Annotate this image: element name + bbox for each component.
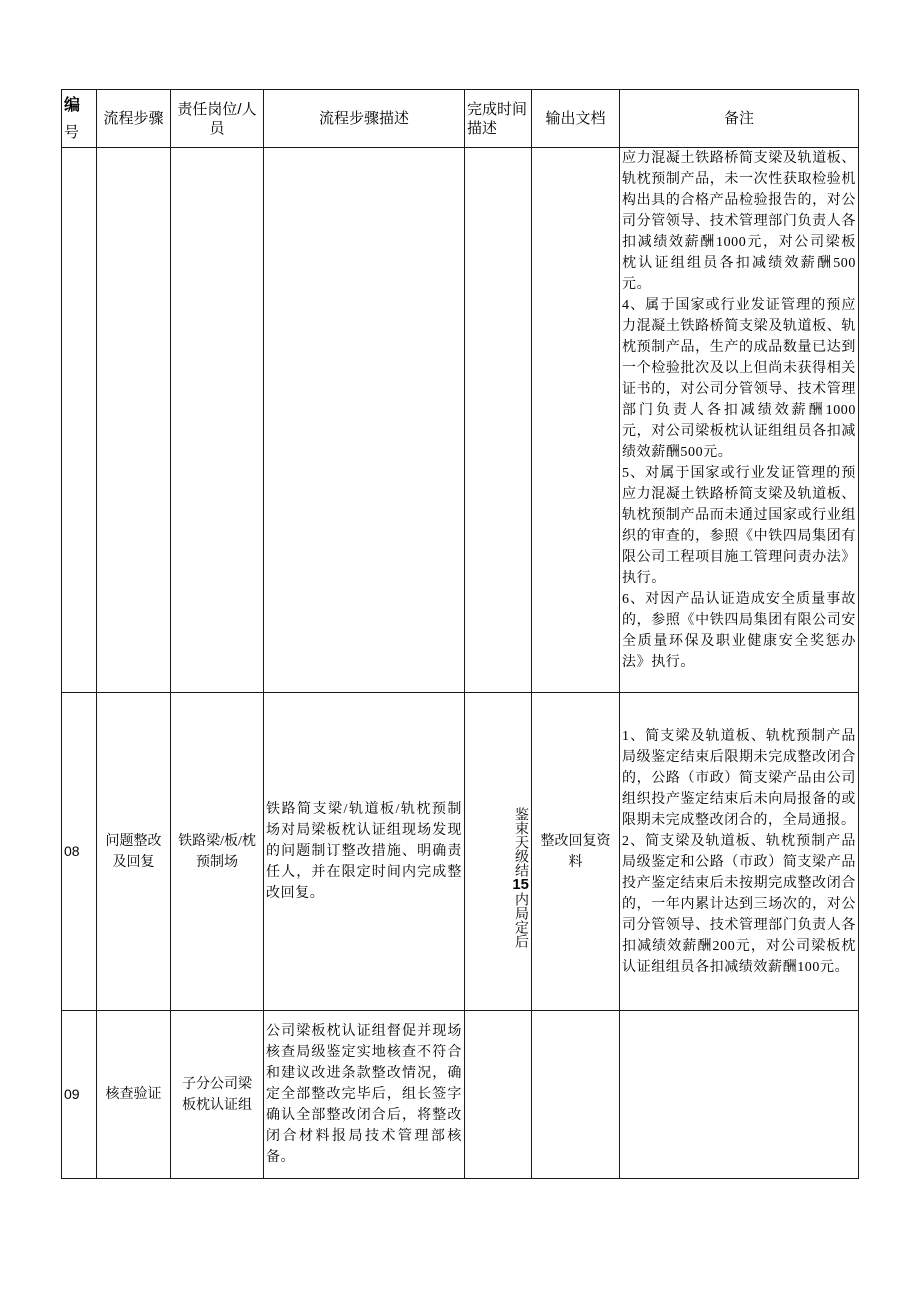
header-id — [62, 90, 97, 148]
remark-paragraph: 1、简支梁及轨道板、轨枕预制产品局级鉴定结束后限期未完成整改闭合的，公路（市政）简支梁产品由公司组织投产鉴定结束后未向局报备的或限期未完成整改闭合的，全局通报。 — [622, 728, 856, 828]
table-row — [62, 1011, 859, 1179]
process-table — [61, 89, 859, 1179]
cell-step: 问题整改及回复 — [97, 693, 171, 1011]
cell-remark — [620, 1011, 859, 1179]
remark-paragraph: 5、对属于国家或行业发证管理的预应力混凝土铁路桥简支梁及轨道板、轨枕预制产品而未通过国家或行业组织的审查的，参照《中铁四局集团有限公司工程项目施工管理问责办法》执行。 — [622, 466, 856, 586]
cell-step — [97, 148, 171, 693]
cell-output-document — [532, 1011, 620, 1179]
remark-paragraph: 6、对因产品认证造成安全质量事故的，参照《中铁四局集团有限公司安全质量环保及职业健康安全奖惩办法》执行。 — [622, 592, 856, 670]
header-role: 责任岗位/人员 — [171, 90, 264, 148]
header-step: 流程步骤 — [97, 90, 171, 148]
process-table-body — [62, 90, 859, 1179]
remark-paragraph: 2、简支梁及轨道板、轨枕预制产品局级鉴定和公路（市政）简支梁产品投产鉴定结束后未按期完成整改闭合的，一年内累计达到三场次的，对公司分管领导、技术管理部门负责人各扣减绩效薪酬200元，对公司梁板枕认证组组员各扣减绩效薪酬100元。 — [622, 833, 856, 975]
completion-time-text-part: 内局定后 — [513, 892, 528, 948]
header-id-label: 编号 — [64, 97, 81, 141]
cell-description: 铁路简支梁/轨道板/轨枕预制场对局梁板枕认证组现场发现的问题制订整改措施、明确责任人，并在限定时间内完成整改回复。 — [264, 693, 465, 1011]
cell-output-document: 整改回复资料 — [532, 693, 620, 1011]
cell-description — [264, 148, 465, 693]
cell-step: 核查验证 — [97, 1011, 171, 1179]
cell-id: 09 — [62, 1011, 97, 1179]
table-header-row — [62, 90, 859, 148]
cell-role — [171, 148, 264, 693]
cell-description: 公司梁板枕认证组督促并现场核查局级鉴定实地核查不符合和建议改进条款整改情况，确定全部整改完毕后，组长签字确认全部整改闭合后，将整改闭合材料报局技术管理部核备。 — [264, 1011, 465, 1179]
cell-completion-time — [465, 1011, 532, 1179]
cell-id — [62, 148, 97, 693]
table-row — [62, 693, 859, 1011]
header-remark: 备注 — [620, 90, 859, 148]
header-completion-time: 完成时间描述 — [465, 90, 532, 148]
completion-time-text-part: 鉴束天级结 — [513, 807, 528, 877]
completion-time-vertical-text — [513, 807, 528, 967]
remark-paragraph: 应力混凝土铁路桥简支梁及轨道板、轨枕预制产品，未一次性获取检验机构出具的合格产品检验报告的，对公司分管领导、技术管理部门负责人各扣减绩效薪酬1000元，对公司梁板枕认证组组员各扣减绩效薪酬500元。 — [622, 151, 856, 292]
cell-remark — [620, 693, 859, 1011]
cell-remark — [620, 148, 859, 693]
cell-role: 铁路梁/板/枕预制场 — [171, 693, 264, 1011]
cell-role: 子分公司梁板枕认证组 — [171, 1011, 264, 1179]
cell-completion-time — [465, 693, 532, 1011]
cell-id: 08 — [62, 693, 97, 1011]
remark-paragraph: 4、属于国家或行业发证管理的预应力混凝土铁路桥简支梁及轨道板、轨枕预制产品，生产的成品数量已达到一个检验批次及以上但尚未获得相关证书的，对公司分管领导、技术管理部门负责人各扣减绩效薪酬1000元，对公司梁板枕认证组组员各扣减绩效薪酬500元。 — [622, 298, 856, 460]
header-output-document: 输出文档 — [532, 90, 620, 148]
table-row — [62, 148, 859, 693]
completion-time-number: 15 — [512, 877, 529, 892]
cell-completion-time — [465, 148, 532, 693]
cell-output-document — [532, 148, 620, 693]
header-description: 流程步骤描述 — [264, 90, 465, 148]
